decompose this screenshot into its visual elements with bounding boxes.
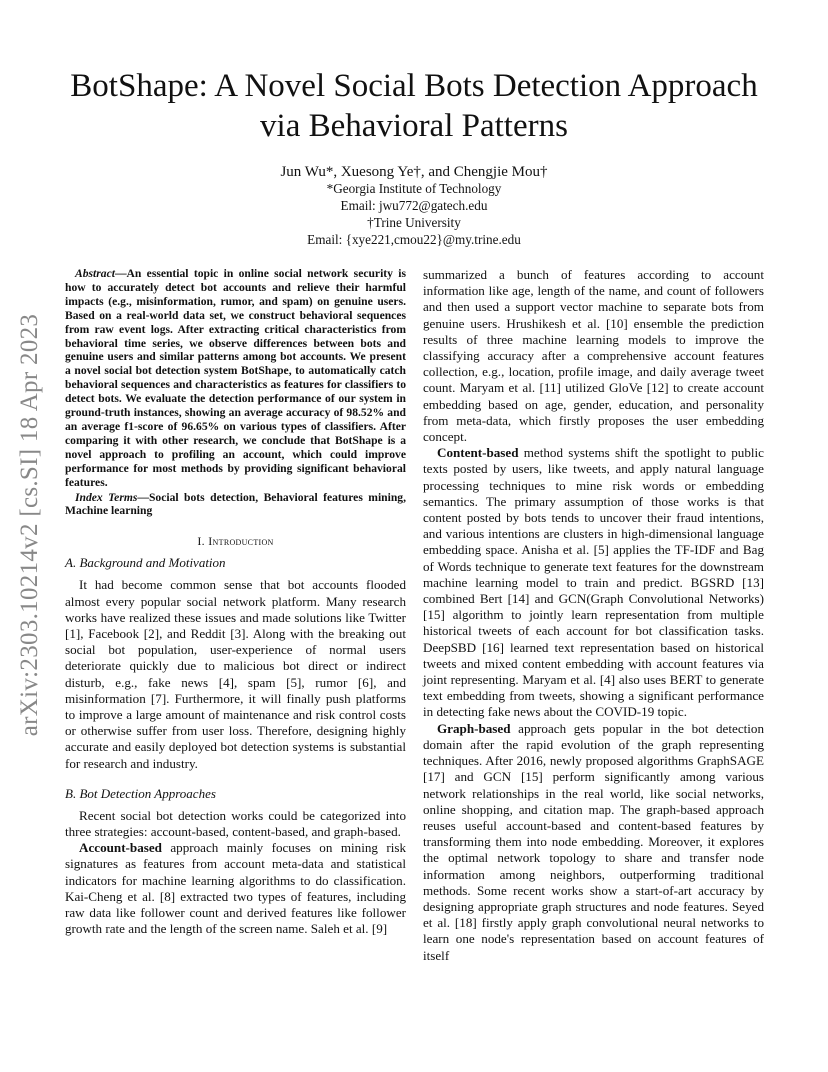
paragraph-content-based — [423, 445, 764, 720]
left-column — [65, 267, 406, 937]
email-1: Email: jwu772@gatech.edu — [340, 198, 488, 213]
content-based-text: method systems shift the spotlight to public texts posted by users, like tweets, and apply natural language processing techniques to mine risk words or embedding semantics. The primary assumption of those works is that content posted by bots tends to uncover their fraud intentions, and various intentions are clusters in high-dimensional language embedding space. Anisha et al. [5] applies the TF-IDF and Bag of Words technique to generate text features for the downstream machine learning model to train and predict. BGSRD [13] combined Bert [14] and GCN(Graph Convolutional Networks) [15] algorithm to jointly learn representation from multiple historical tweets of each account for bot classification tasks. DeepSBD [16] learned text representation based on historical tweets and mixed content embedding with account features via joint representing. Maryam et al. [4] also uses BERT to generate text embedding from tweets, showing a significant performance in detecting fake news about the COVID-19 topic. — [423, 445, 764, 720]
abstract — [65, 267, 406, 490]
index-terms — [65, 491, 406, 519]
account-based-lead: Account-based — [79, 840, 162, 856]
paragraph-strategies: Recent social bot detection works could be categorized into three strategies: account-based, content-based, and graph-based. — [65, 807, 406, 839]
affiliation-2: †Trine University — [367, 215, 461, 230]
right-column — [423, 267, 764, 964]
index-terms-text: —Social bots detection, Behavioral features mining, Machine learning — [65, 490, 406, 518]
abstract-label: Abstract — [75, 267, 115, 280]
paragraph-graph-based — [423, 721, 764, 964]
paragraph-account-based — [65, 840, 406, 937]
account-based-text: approach mainly focuses on mining risk signatures as features from account meta-data and statistical indicators for machine learning algorithms to do classification. Kai-Cheng et al. [8] extracted two types of features, including raw data like follower count and derived features like follower growth rate and the length of the screen name. Saleh et al. [9] — [65, 840, 406, 937]
section-heading-introduction: I. Introduction — [197, 534, 274, 549]
abstract-text: —An essential topic in online social network security is how to accurately detect bot accounts and relieve their harmful impacts (e.g., misinformation, rumor, and spam) on genuine users. Based on a real-world data set, we construct behavioral sequences from raw event logs. After extracting critical characteristics from behavioral time series, we observe differences between bots and genuine users and similar patterns among bot accounts. We present a novel social bot detection system BotShape, to automatically catch behavioral sequences and characteristics as features for classifiers to detect bots. We evaluate the detection performance of our system in ground-truth instances, showing an average accuracy of 98.52% and an average f1-score of 96.65% on various types of classifiers. After comparing it with other research, we conclude that BotShape is a novel approach to profiling an account, which could improve performance for most methods by providing significant behavioral features. — [65, 267, 406, 489]
graph-based-lead: Graph-based — [437, 720, 511, 736]
subsection-heading-background: A. Background and Motivation — [65, 555, 226, 571]
paragraph-account-features: summarized a bunch of features according to account information like age, length of the name, and count of followers and then used a support vector machine to separate bots from genuine users. Hrushikesh et al. [10] ensemble the prediction results of three machine learning models to improve the classifying accuracy after a comprehensive account features collection, e.g., location, profile image, and daily average tweet count. Maryam et al. [11] utilized GloVe [12] to create account embedding based on age, gender, education, and personality from meta-data, which firstly proposes the user embedding concept. — [423, 267, 764, 445]
affiliation-1: *Georgia Institute of Technology — [326, 181, 502, 196]
index-terms-label: Index Terms — [75, 490, 138, 504]
content-based-lead: Content-based — [437, 445, 519, 461]
graph-based-text: approach gets popular in the bot detection domain after the rapid evolution of the graph representing techniques. After 2016, newly proposed algorithms GraphSAGE [17] and GCN [15] perform significantly among various network relationships in the real world, like social networks, online shopping, and citation map. The graph-based approach reuses useful account-based and content-based features by transforming them into node embedding. Moreover, it explores the optimal network topology to share and transfer node information among neighbors, outperforming traditional methods. Some recent works show a start-of-art accuracy by designing appropriate graph structures and node features. Seyed et al. [18] firstly apply graph convolutional neural networks to learn one node's representation based on account features of itself — [423, 720, 764, 963]
email-2: Email: {xye221,cmou22}@my.trine.edu — [307, 232, 521, 247]
subsection-heading-approaches: B. Bot Detection Approaches — [65, 785, 216, 801]
paper-title: BotShape: A Novel Social Bots Detection Approach via Behavioral Patterns — [70, 68, 758, 144]
paragraph-background: It had become common sense that bot accounts flooded almost every popular social network platform. Many research works have realized these issues and made solutions like Twitter [1], Facebook [2], and Reddit [3]. Along with the breaking out social bot population, user-experience of normal users deteriorate quickly due to malicious bot direct or indirect disturb, e.g., fake news [4], spam [5], rumor [6], and misinformation [7]. Furthermore, it will finally push platforms to improve a large amount of maintenance and risk control costs or otherwise suffer from user loss. Therefore, designing highly accurate and easily deployed bot detection systems is substantial for research and industry. — [65, 577, 406, 771]
arxiv-stamp: arXiv:2303.10214v2 [cs.SI] 18 Apr 2023 — [16, 313, 43, 737]
author-list: Jun Wu*, Xuesong Ye†, and Chengjie Mou† — [280, 164, 548, 180]
